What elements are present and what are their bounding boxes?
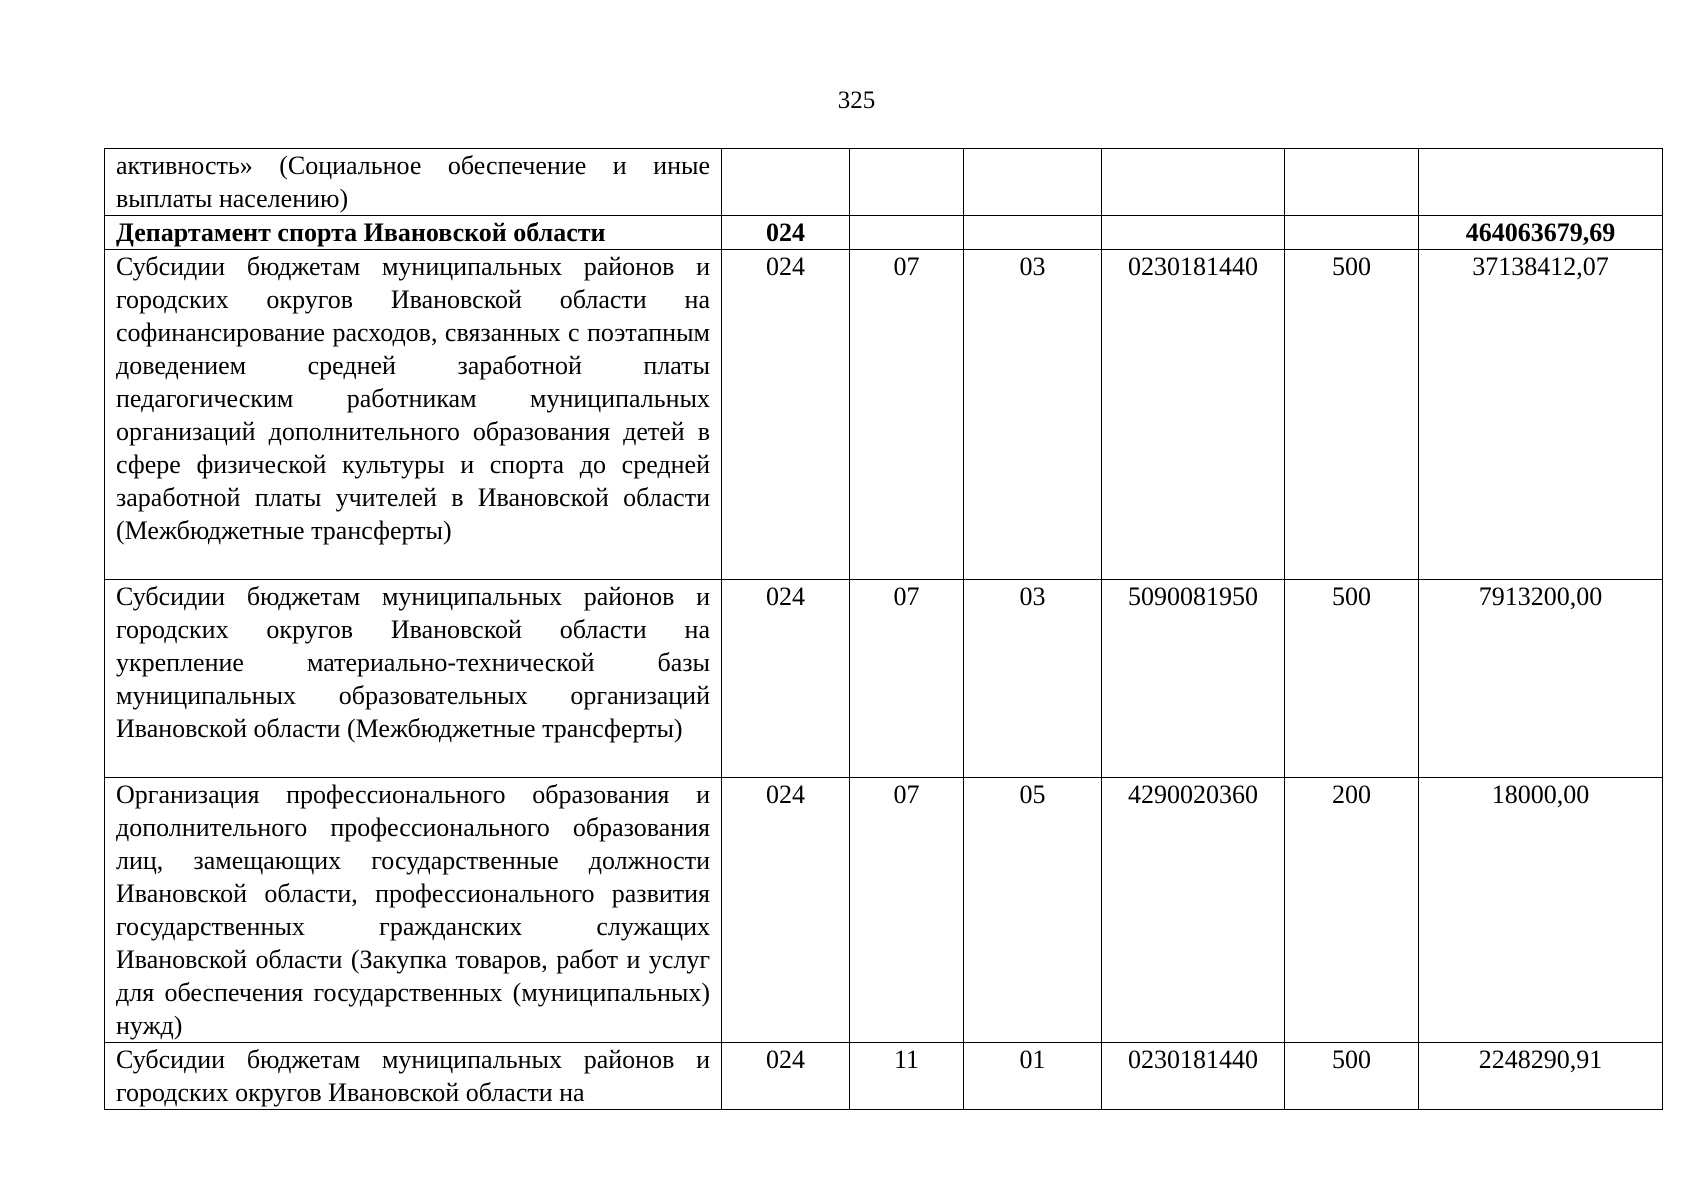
row-subsection-code: 03 — [964, 580, 1102, 778]
table-row — [105, 778, 1663, 1043]
row-section-code: 07 — [850, 250, 964, 580]
row-expense-type-code: 500 — [1285, 1043, 1419, 1110]
row-ministry-code: 024 — [722, 1043, 850, 1110]
row-target-code: 0230181440 — [1102, 1043, 1285, 1110]
row-ministry-code: 024 — [722, 250, 850, 580]
row-expense-type-code: 200 — [1285, 778, 1419, 1043]
row-subsection-code: 05 — [964, 778, 1102, 1043]
table-row — [105, 216, 1663, 250]
row-amount: 464063679,69 — [1419, 216, 1663, 250]
table-row — [105, 250, 1663, 580]
row-section-code: 07 — [850, 778, 964, 1043]
row-expense-type-code: 500 — [1285, 250, 1419, 580]
row-ministry-code: 024 — [722, 216, 850, 250]
row-target-code: 5090081950 — [1102, 580, 1285, 778]
row-expense-type-code: 500 — [1285, 580, 1419, 778]
row-expense-type-code — [1285, 216, 1419, 250]
row-target-code: 0230181440 — [1102, 250, 1285, 580]
table-row — [105, 149, 1663, 216]
row-subsection-code — [964, 149, 1102, 216]
row-subsection-code — [964, 216, 1102, 250]
row-target-code — [1102, 149, 1285, 216]
row-target-code: 4290020360 — [1102, 778, 1285, 1043]
row-ministry-code: 024 — [722, 778, 850, 1043]
row-target-code — [1102, 216, 1285, 250]
row-section-code: 07 — [850, 580, 964, 778]
row-name: Департамент спорта Ивановской области — [105, 216, 722, 250]
row-amount — [1419, 149, 1663, 216]
row-amount: 18000,00 — [1419, 778, 1663, 1043]
table-row — [105, 1043, 1663, 1110]
row-subsection-code: 01 — [964, 1043, 1102, 1110]
row-name: активность» (Социальное обеспечение и иные выплаты населению) — [105, 149, 722, 216]
table-row — [105, 580, 1663, 778]
budget-table — [104, 148, 1663, 1110]
row-name: Субсидии бюджетам муниципальных районов и городских округов Ивановской области на софинансирование расходов, связанных с поэтапным доведением средней заработной платы педагогическим работникам муниципальных организаций дополнительного образования детей в сфере физической культуры и спорта до средней заработной платы учителей в Ивановской области (Межбюджетные трансферты) — [105, 250, 722, 580]
row-section-code — [850, 216, 964, 250]
row-subsection-code: 03 — [964, 250, 1102, 580]
row-name: Организация профессионального образования и дополнительного профессионального образования лиц, замещающих государственные должности Ивановской области, профессионального развития государственных гражданских служащих Ивановской области (Закупка товаров, работ и услуг для обеспечения государственных (муниципальных) нужд) — [105, 778, 722, 1043]
row-section-code — [850, 149, 964, 216]
row-section-code: 11 — [850, 1043, 964, 1110]
page-number: 325 — [837, 87, 876, 114]
row-ministry-code — [722, 149, 850, 216]
row-amount: 37138412,07 — [1419, 250, 1663, 580]
row-name: Субсидии бюджетам муниципальных районов и городских округов Ивановской области на укрепление материально-технической базы муниципальных образовательных организаций Ивановской области (Межбюджетные трансферты) — [105, 580, 722, 778]
row-amount: 2248290,91 — [1419, 1043, 1663, 1110]
row-expense-type-code — [1285, 149, 1419, 216]
row-ministry-code: 024 — [722, 580, 850, 778]
row-amount: 7913200,00 — [1419, 580, 1663, 778]
row-name: Субсидии бюджетам муниципальных районов и городских округов Ивановской области на — [105, 1043, 722, 1110]
